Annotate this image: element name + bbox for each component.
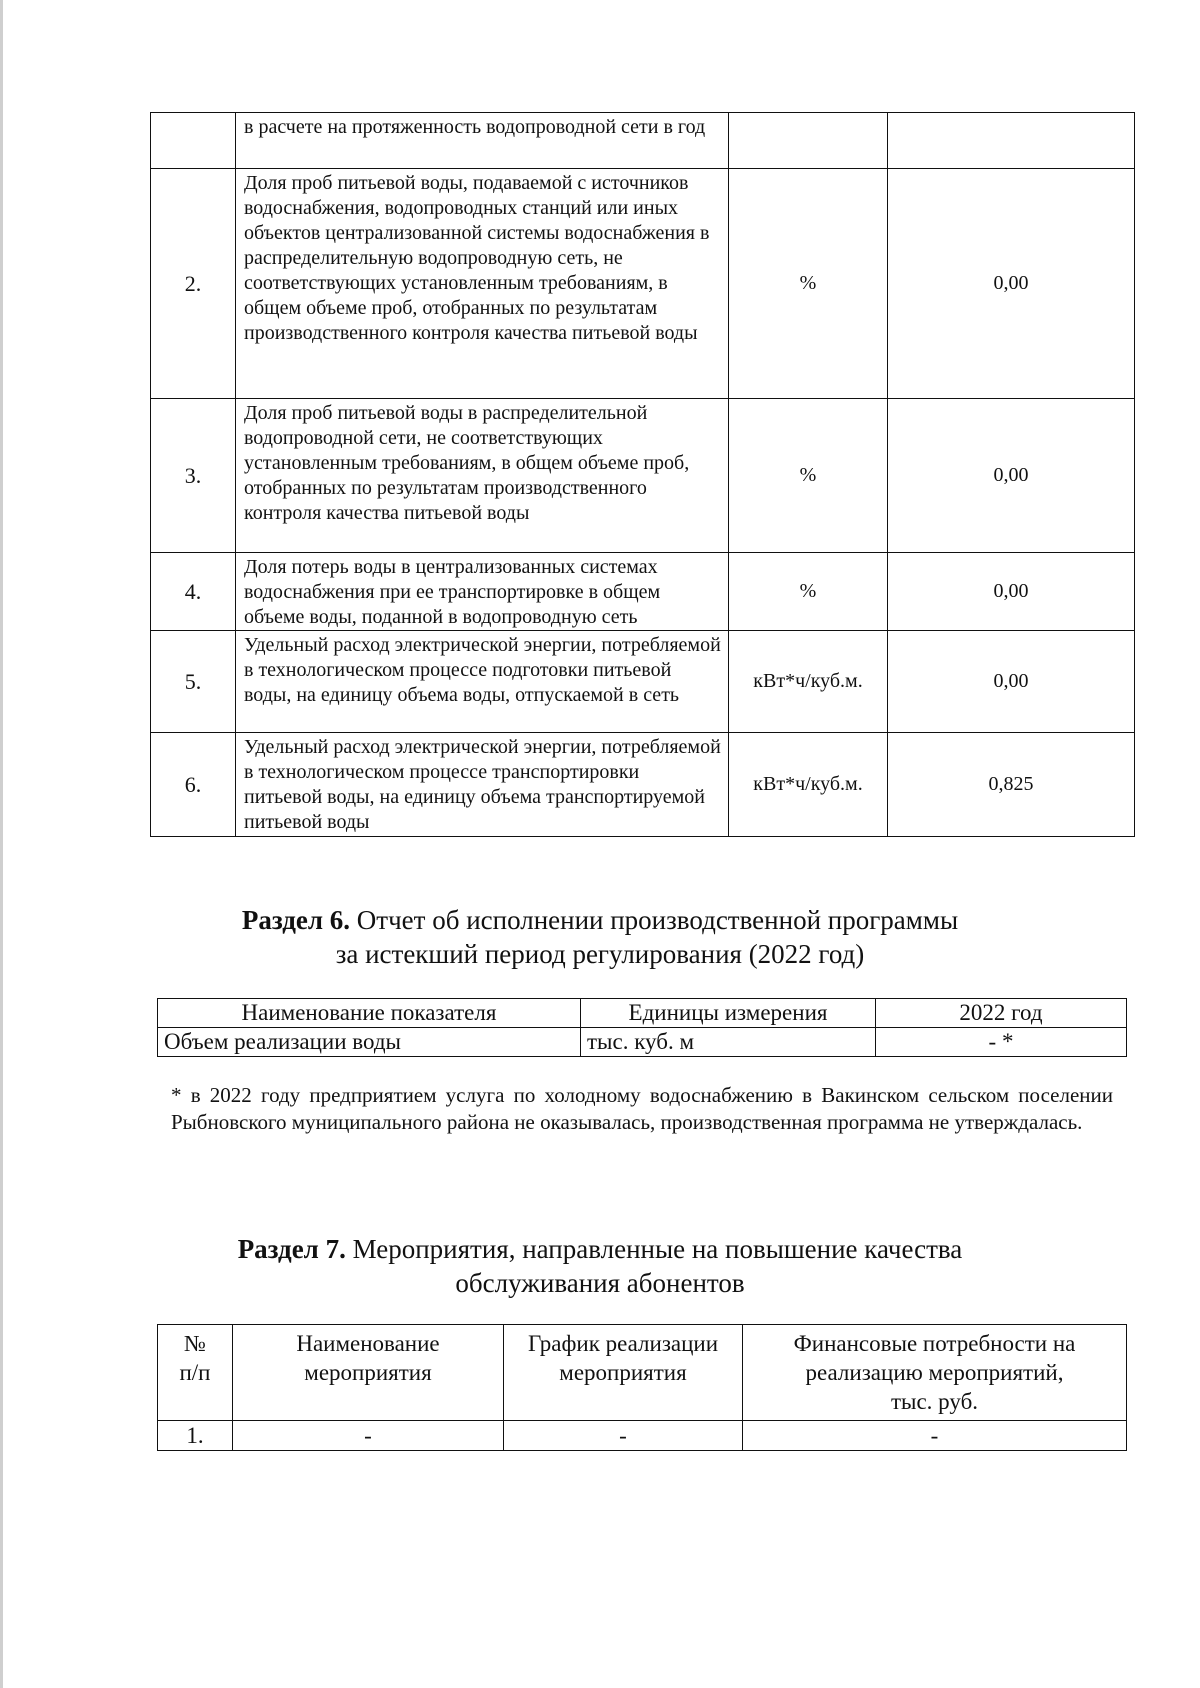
measures-table <box>157 1324 1127 1451</box>
table-row <box>151 113 1135 169</box>
row-description: Доля потерь воды в централизованных системах водоснабжения при ее транспортировке в общем объеме воды, поданной в водопроводную сеть <box>236 553 729 631</box>
cell-value: - * <box>876 1028 1127 1057</box>
section-6-title-line2: за истекший период регулирования (2022 год) <box>335 939 865 969</box>
section-7-title: Мероприятия, направленные на повышение качества <box>352 1234 963 1264</box>
cell-name: - <box>233 1421 504 1451</box>
column-header-unit: Единицы измерения <box>581 999 876 1028</box>
table-row <box>158 1421 1127 1451</box>
row-number: 6. <box>151 733 236 837</box>
column-header-year: 2022 год <box>876 999 1127 1028</box>
table-row <box>151 399 1135 553</box>
table-row <box>151 553 1135 631</box>
section-7-label: Раздел 7. <box>237 1234 346 1264</box>
row-description: Доля проб питьевой воды в распределительной водопроводной сети, не соответствующих установленным требованиям, в общем объеме проб, отобранных по результатам производственного контроля качества питьевой воды <box>236 399 729 553</box>
page-edge <box>0 0 3 1688</box>
row-number <box>151 113 236 169</box>
section-7-heading <box>0 1232 1200 1300</box>
header-line: № <box>184 1331 206 1356</box>
row-description: Доля проб питьевой воды, подаваемой с источников водоснабжения, водопроводных станций или иных объектов централизованной системы водоснабжения в распределительную водопроводную сеть, не соответствующих установленным требованиям, в общем объеме проб, отобранных по результатам производственного контроля качества питьевой воды <box>236 169 729 399</box>
table-row <box>158 1028 1127 1057</box>
header-line: реализацию мероприятий, <box>805 1360 1064 1385</box>
cell-finance: - <box>743 1421 1127 1451</box>
row-value: 0,00 <box>888 169 1135 399</box>
row-unit: % <box>729 399 888 553</box>
header-line: п/п <box>179 1360 211 1385</box>
header-line: мероприятия <box>559 1360 687 1385</box>
indicators-table <box>150 112 1135 837</box>
cell-unit: тыс. куб. м <box>581 1028 876 1057</box>
footnote: * в 2022 году предприятием услуга по холодному водоснабжению в Вакинском сельском поселении Рыбновского муниципального района не оказывалась, производственная программа не утверждалась. <box>171 1083 1113 1134</box>
cell-schedule: - <box>504 1421 743 1451</box>
header-line: мероприятия <box>304 1360 432 1385</box>
row-description: Удельный расход электрической энергии, потребляемой в технологическом процессе подготовки питьевой воды, на единицу объема воды, отпускаемой в сеть <box>236 631 729 733</box>
row-value: 0,00 <box>888 553 1135 631</box>
section-6-title-line1 <box>0 903 1200 937</box>
column-header-schedule <box>504 1325 743 1421</box>
row-value: 0,00 <box>888 631 1135 733</box>
row-number: 2. <box>151 169 236 399</box>
header-line: График реализации <box>527 1331 719 1356</box>
section-6-heading <box>0 903 1200 971</box>
column-header-name: Наименование показателя <box>158 999 581 1028</box>
row-unit: % <box>729 169 888 399</box>
section-7-title-line2: обслуживания абонентов <box>455 1268 745 1298</box>
table-row <box>151 631 1135 733</box>
cell-name: Объем реализации воды <box>158 1028 581 1057</box>
table-header-row <box>158 1325 1127 1421</box>
row-unit: % <box>729 553 888 631</box>
row-value: 0,00 <box>888 399 1135 553</box>
row-unit: кВт*ч/куб.м. <box>729 733 888 837</box>
row-unit <box>729 113 888 169</box>
header-line: тыс. руб. <box>890 1389 979 1414</box>
table-header-row <box>158 999 1127 1028</box>
program-table <box>157 998 1127 1057</box>
row-number: 3. <box>151 399 236 553</box>
row-number: 5. <box>151 631 236 733</box>
row-value <box>888 113 1135 169</box>
row-value: 0,825 <box>888 733 1135 837</box>
row-description: в расчете на протяженность водопроводной сети в год <box>236 113 729 169</box>
column-header-name <box>233 1325 504 1421</box>
table-row <box>151 169 1135 399</box>
column-header-finance <box>743 1325 1127 1421</box>
section-6-label: Раздел 6. <box>241 905 351 935</box>
row-number: 4. <box>151 553 236 631</box>
cell-number: 1. <box>158 1421 233 1451</box>
table-row <box>151 733 1135 837</box>
row-unit: кВт*ч/куб.м. <box>729 631 888 733</box>
row-description: Удельный расход электрической энергии, потребляемой в технологическом процессе транспортировки питьевой воды, на единицу объема транспортируемой питьевой воды <box>236 733 729 837</box>
header-line: Финансовые потребности на <box>793 1331 1076 1356</box>
section-7-title-line1 <box>0 1232 1200 1266</box>
column-header-number <box>158 1325 233 1421</box>
header-line: Наименование <box>296 1331 440 1356</box>
section-6-title: Отчет об исполнении производственной программы <box>356 905 959 935</box>
